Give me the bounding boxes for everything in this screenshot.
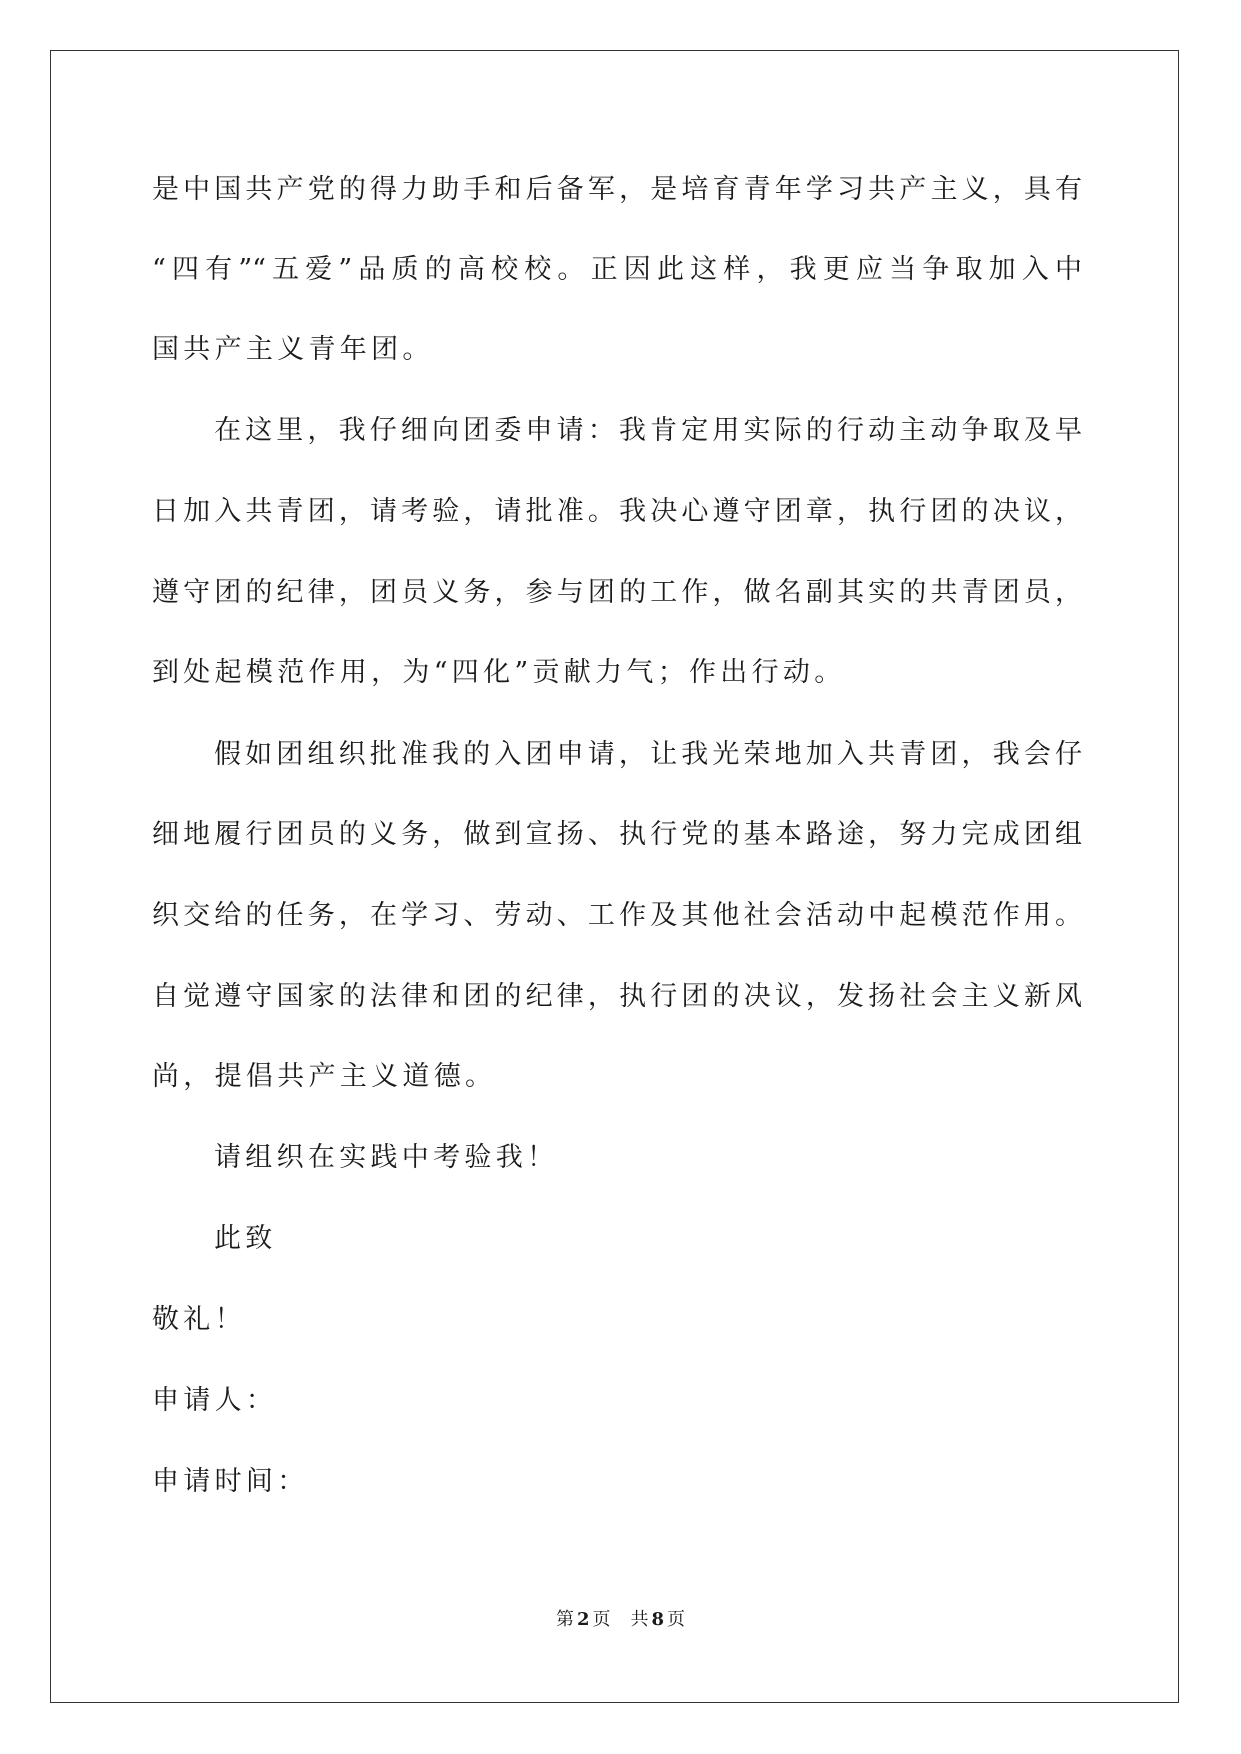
total-suffix: 页: [667, 1609, 686, 1630]
paragraph-line: 日加入共青团，请考验，请批准。我决心遵守团章，执行团的决议，: [152, 496, 1082, 527]
paragraph-line: 到处起模范作用，为“四化”贡献力气；作出行动。: [152, 657, 846, 688]
page-current: 2: [576, 1609, 590, 1630]
salutation-jingli: 敬礼！: [152, 1304, 246, 1335]
paragraph-line: 假如团组织批准我的入团申请，让我光荣地加入共青团，我会仔: [214, 739, 1082, 770]
salutation-cizhi: 此致: [214, 1223, 277, 1254]
page-total: 8: [651, 1609, 665, 1630]
paragraph-line: 遵守团的纪律，团员义务，参与团的工作，做名副其实的共青团员，: [152, 577, 1082, 608]
paragraph-line: “四有”“五爱”品质的高校校。正因此这样，我更应当争取加入中: [152, 254, 1082, 285]
page-footer: [0, 1608, 1241, 1632]
page-suffix: 页: [592, 1609, 611, 1630]
paragraph-line: 国共产主义青年团。: [152, 334, 434, 365]
paragraph-line: 自觉遵守国家的法律和团的纪律，执行团的决议，发扬社会主义新风: [152, 981, 1082, 1012]
total-prefix: 共: [630, 1609, 649, 1630]
page-prefix: 第: [555, 1609, 574, 1630]
paragraph-line: 织交给的任务，在学习、劳动、工作及其他社会活动中起模范作用。: [152, 900, 1082, 931]
page-border: [50, 50, 1179, 1703]
application-date-label: 申请时间：: [152, 1466, 309, 1497]
paragraph-line: 是中国共产党的得力助手和后备军，是培育青年学习共产主义，具有: [152, 174, 1082, 205]
applicant-label: 申请人：: [152, 1385, 278, 1416]
paragraph-line: 在这里，我仔细向团委申请：我肯定用实际的行动主动争取及早: [214, 415, 1082, 446]
paragraph-line: 细地履行团员的义务，做到宣扬、执行党的基本路途，努力完成团组: [152, 819, 1082, 850]
paragraph-line: 尚，提倡共产主义道德。: [152, 1061, 497, 1092]
closing-request: 请组织在实践中考验我！: [214, 1142, 559, 1173]
